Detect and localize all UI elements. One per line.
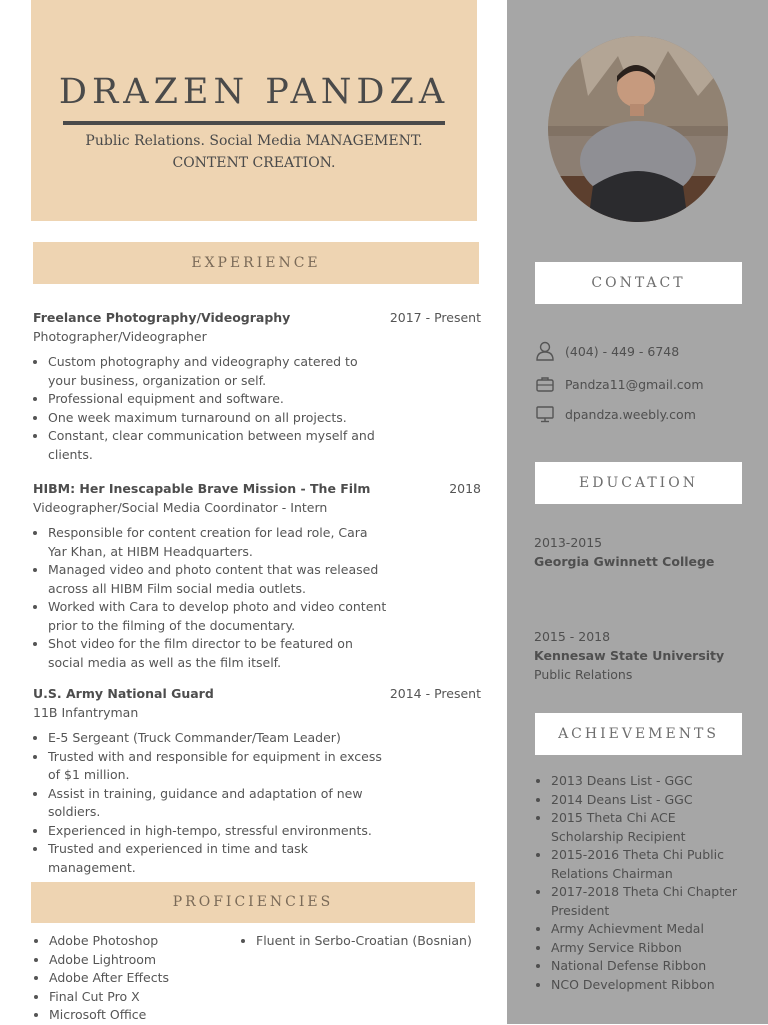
header-banner	[31, 0, 477, 221]
job-role: 11B Infantryman	[33, 705, 139, 720]
job-title: Freelance Photography/Videography	[33, 310, 291, 325]
education-entry	[534, 627, 724, 684]
achievement-item: • 2015-2016 Theta Chi Public Relations Chairman	[551, 846, 751, 883]
job-bullet: • Responsible for content creation for lead role, Cara Yar Khan, at HIBM Headquarters.	[48, 524, 388, 561]
tagline-line-2: CONTENT CREATION.	[172, 155, 336, 171]
job-bullet: • Managed video and photo content that was released across all HIBM Film social media outlets.	[48, 561, 388, 598]
achievement-item: • Army Service Ribbon	[551, 939, 751, 958]
achievement-item: • National Defense Ribbon	[551, 957, 751, 976]
monitor-icon	[535, 404, 555, 424]
email-link[interactable]: Pandza11@gmail.com	[565, 377, 704, 392]
proficiency-item: • Final Cut Pro X	[49, 988, 169, 1007]
profile-photo-graphic	[548, 36, 728, 222]
job-entry	[33, 686, 481, 877]
proficiencies-heading: PROFICIENCIES	[31, 882, 475, 923]
education-field: Public Relations	[534, 667, 633, 682]
person-icon	[535, 341, 555, 361]
job-bullet: • Trusted and experienced in time and task management.	[48, 840, 388, 877]
job-entry	[33, 310, 481, 464]
job-bullet: • One week maximum turnaround on all projects.	[48, 409, 388, 428]
education-entry	[534, 533, 714, 571]
job-date: 2018	[449, 481, 481, 496]
job-bullet: • Assist in training, guidance and adaptation of new soldiers.	[48, 785, 388, 822]
proficiencies-list-right	[240, 932, 472, 951]
education-school: Georgia Gwinnett College	[534, 554, 715, 569]
achievement-item: • Army Achievment Medal	[551, 920, 751, 939]
profile-photo	[548, 36, 728, 222]
name-divider	[63, 121, 445, 125]
proficiency-item: • Microsoft Office	[49, 1006, 169, 1025]
achievements-heading: ACHIEVEMENTS	[535, 713, 742, 755]
job-bullets	[33, 524, 388, 672]
achievement-item: • 2015 Theta Chi ACE Scholarship Recipient	[551, 809, 751, 846]
job-bullet: • Professional equipment and software.	[48, 390, 388, 409]
job-role: Videographer/Social Media Coordinator - Intern	[33, 500, 328, 515]
achievement-item: • 2017-2018 Theta Chi Chapter President	[551, 883, 751, 920]
proficiency-item: • Fluent in Serbo-Croatian (Bosnian)	[256, 932, 472, 951]
job-bullet: • Shot video for the film director to be featured on social media as well as the film itself.	[48, 635, 388, 672]
tagline-line-1: Public Relations. Social Media MANAGEMENT.	[85, 133, 423, 149]
job-bullet: • E-5 Sergeant (Truck Commander/Team Leader)	[48, 729, 388, 748]
job-title: HIBM: Her Inescapable Brave Mission - The Film	[33, 481, 371, 496]
tagline	[51, 130, 457, 174]
education-years: 2015 - 2018	[534, 629, 611, 644]
phone-text: (404) - 449 - 6748	[565, 344, 680, 359]
achievement-item: • 2013 Deans List - GGC	[551, 772, 751, 791]
job-title: U.S. Army National Guard	[33, 686, 214, 701]
achievements-list	[535, 772, 751, 994]
education-years: 2013-2015	[534, 535, 603, 550]
job-bullet: • Trusted with and responsible for equipment in excess of $1 million.	[48, 748, 388, 785]
job-bullets	[33, 353, 388, 464]
job-role: Photographer/Videographer	[33, 329, 207, 344]
education-heading: EDUCATION	[535, 462, 742, 504]
achievement-item: • NCO Development Ribbon	[551, 976, 751, 995]
proficiency-item: • Adobe Photoshop	[49, 932, 169, 951]
proficiency-item: • Adobe After Effects	[49, 969, 169, 988]
education-school: Kennesaw State University	[534, 648, 725, 663]
proficiency-item: • Adobe Lightroom	[49, 951, 169, 970]
job-bullet: • Worked with Cara to develop photo and video content prior to the filming of the documentary.	[48, 598, 388, 635]
proficiencies-list-left	[33, 932, 169, 1025]
job-date: 2014 - Present	[389, 686, 481, 701]
job-bullets	[33, 729, 388, 877]
experience-heading: EXPERIENCE	[33, 242, 479, 284]
candidate-name: DRAZEN PANDZA	[58, 72, 450, 112]
contact-heading: CONTACT	[535, 262, 742, 304]
job-entry	[33, 481, 481, 672]
job-date: 2017 - Present	[389, 310, 481, 325]
website-link[interactable]: dpandza.weebly.com	[565, 407, 696, 422]
achievement-item: • 2014 Deans List - GGC	[551, 791, 751, 810]
job-bullet: • Custom photography and videography catered to your business, organization or self.	[48, 353, 388, 390]
job-bullet: • Constant, clear communication between myself and clients.	[48, 427, 388, 464]
job-bullet: • Experienced in high-tempo, stressful environments.	[48, 822, 388, 841]
briefcase-icon	[535, 374, 555, 394]
